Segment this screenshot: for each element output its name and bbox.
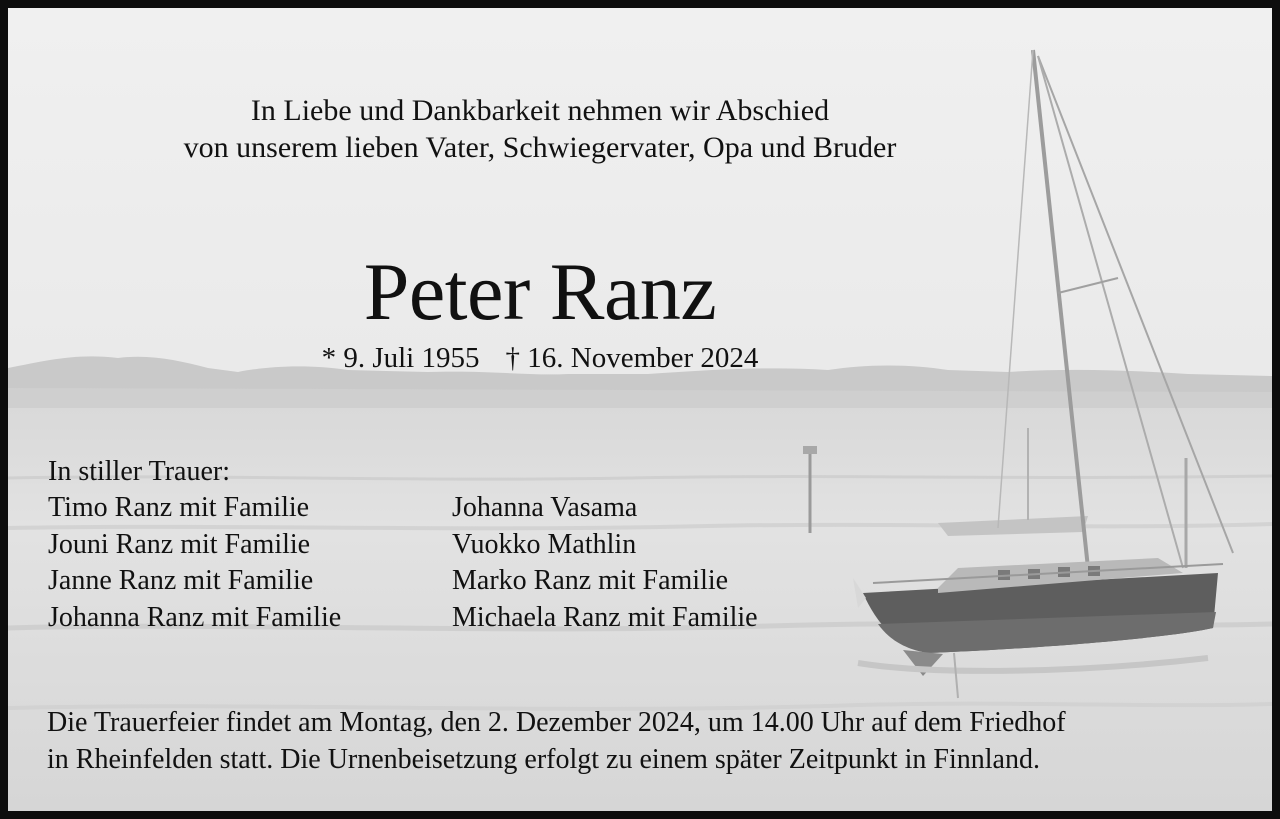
list-item: Vuokko Mathlin (452, 528, 637, 560)
list-item: Michaela Ranz mit Familie (452, 601, 758, 633)
mourners-list-left (48, 490, 341, 636)
life-dates (8, 340, 1072, 376)
deceased-name: Peter Ranz (363, 246, 717, 337)
intro-line-2: von unserem lieben Vater, Schwiegervater, Opa und Bruder (183, 131, 897, 164)
mourners-list-right (452, 490, 758, 636)
list-item: Johanna Vasama (452, 492, 638, 523)
list-item: Jouni Ranz mit Familie (48, 528, 311, 560)
list-item: Marko Ranz mit Familie (452, 565, 729, 596)
funeral-details (47, 705, 1066, 778)
list-item: Janne Ranz mit Familie (48, 565, 314, 596)
funeral-line-2: in Rheinfelden statt. Die Urnenbeisetzung erfolgt zu einem später Zeitpunkt in Finnland. (47, 743, 1040, 775)
intro-text (8, 92, 1072, 166)
intro-line-1: In Liebe und Dankbarkeit nehmen wir Abschied (250, 94, 830, 127)
list-item: Johanna Ranz mit Familie (48, 601, 342, 633)
mourners-heading: In stiller Trauer: (48, 456, 230, 487)
funeral-line-1: Die Trauerfeier findet am Montag, den 2. Dezember 2024, um 14.00 Uhr auf dem Friedhof (47, 707, 1066, 738)
death-date: † 16. November 2024 (505, 342, 759, 374)
list-item: Timo Ranz mit Familie (48, 492, 310, 523)
birth-date: * 9. Juli 1955 (321, 342, 480, 374)
